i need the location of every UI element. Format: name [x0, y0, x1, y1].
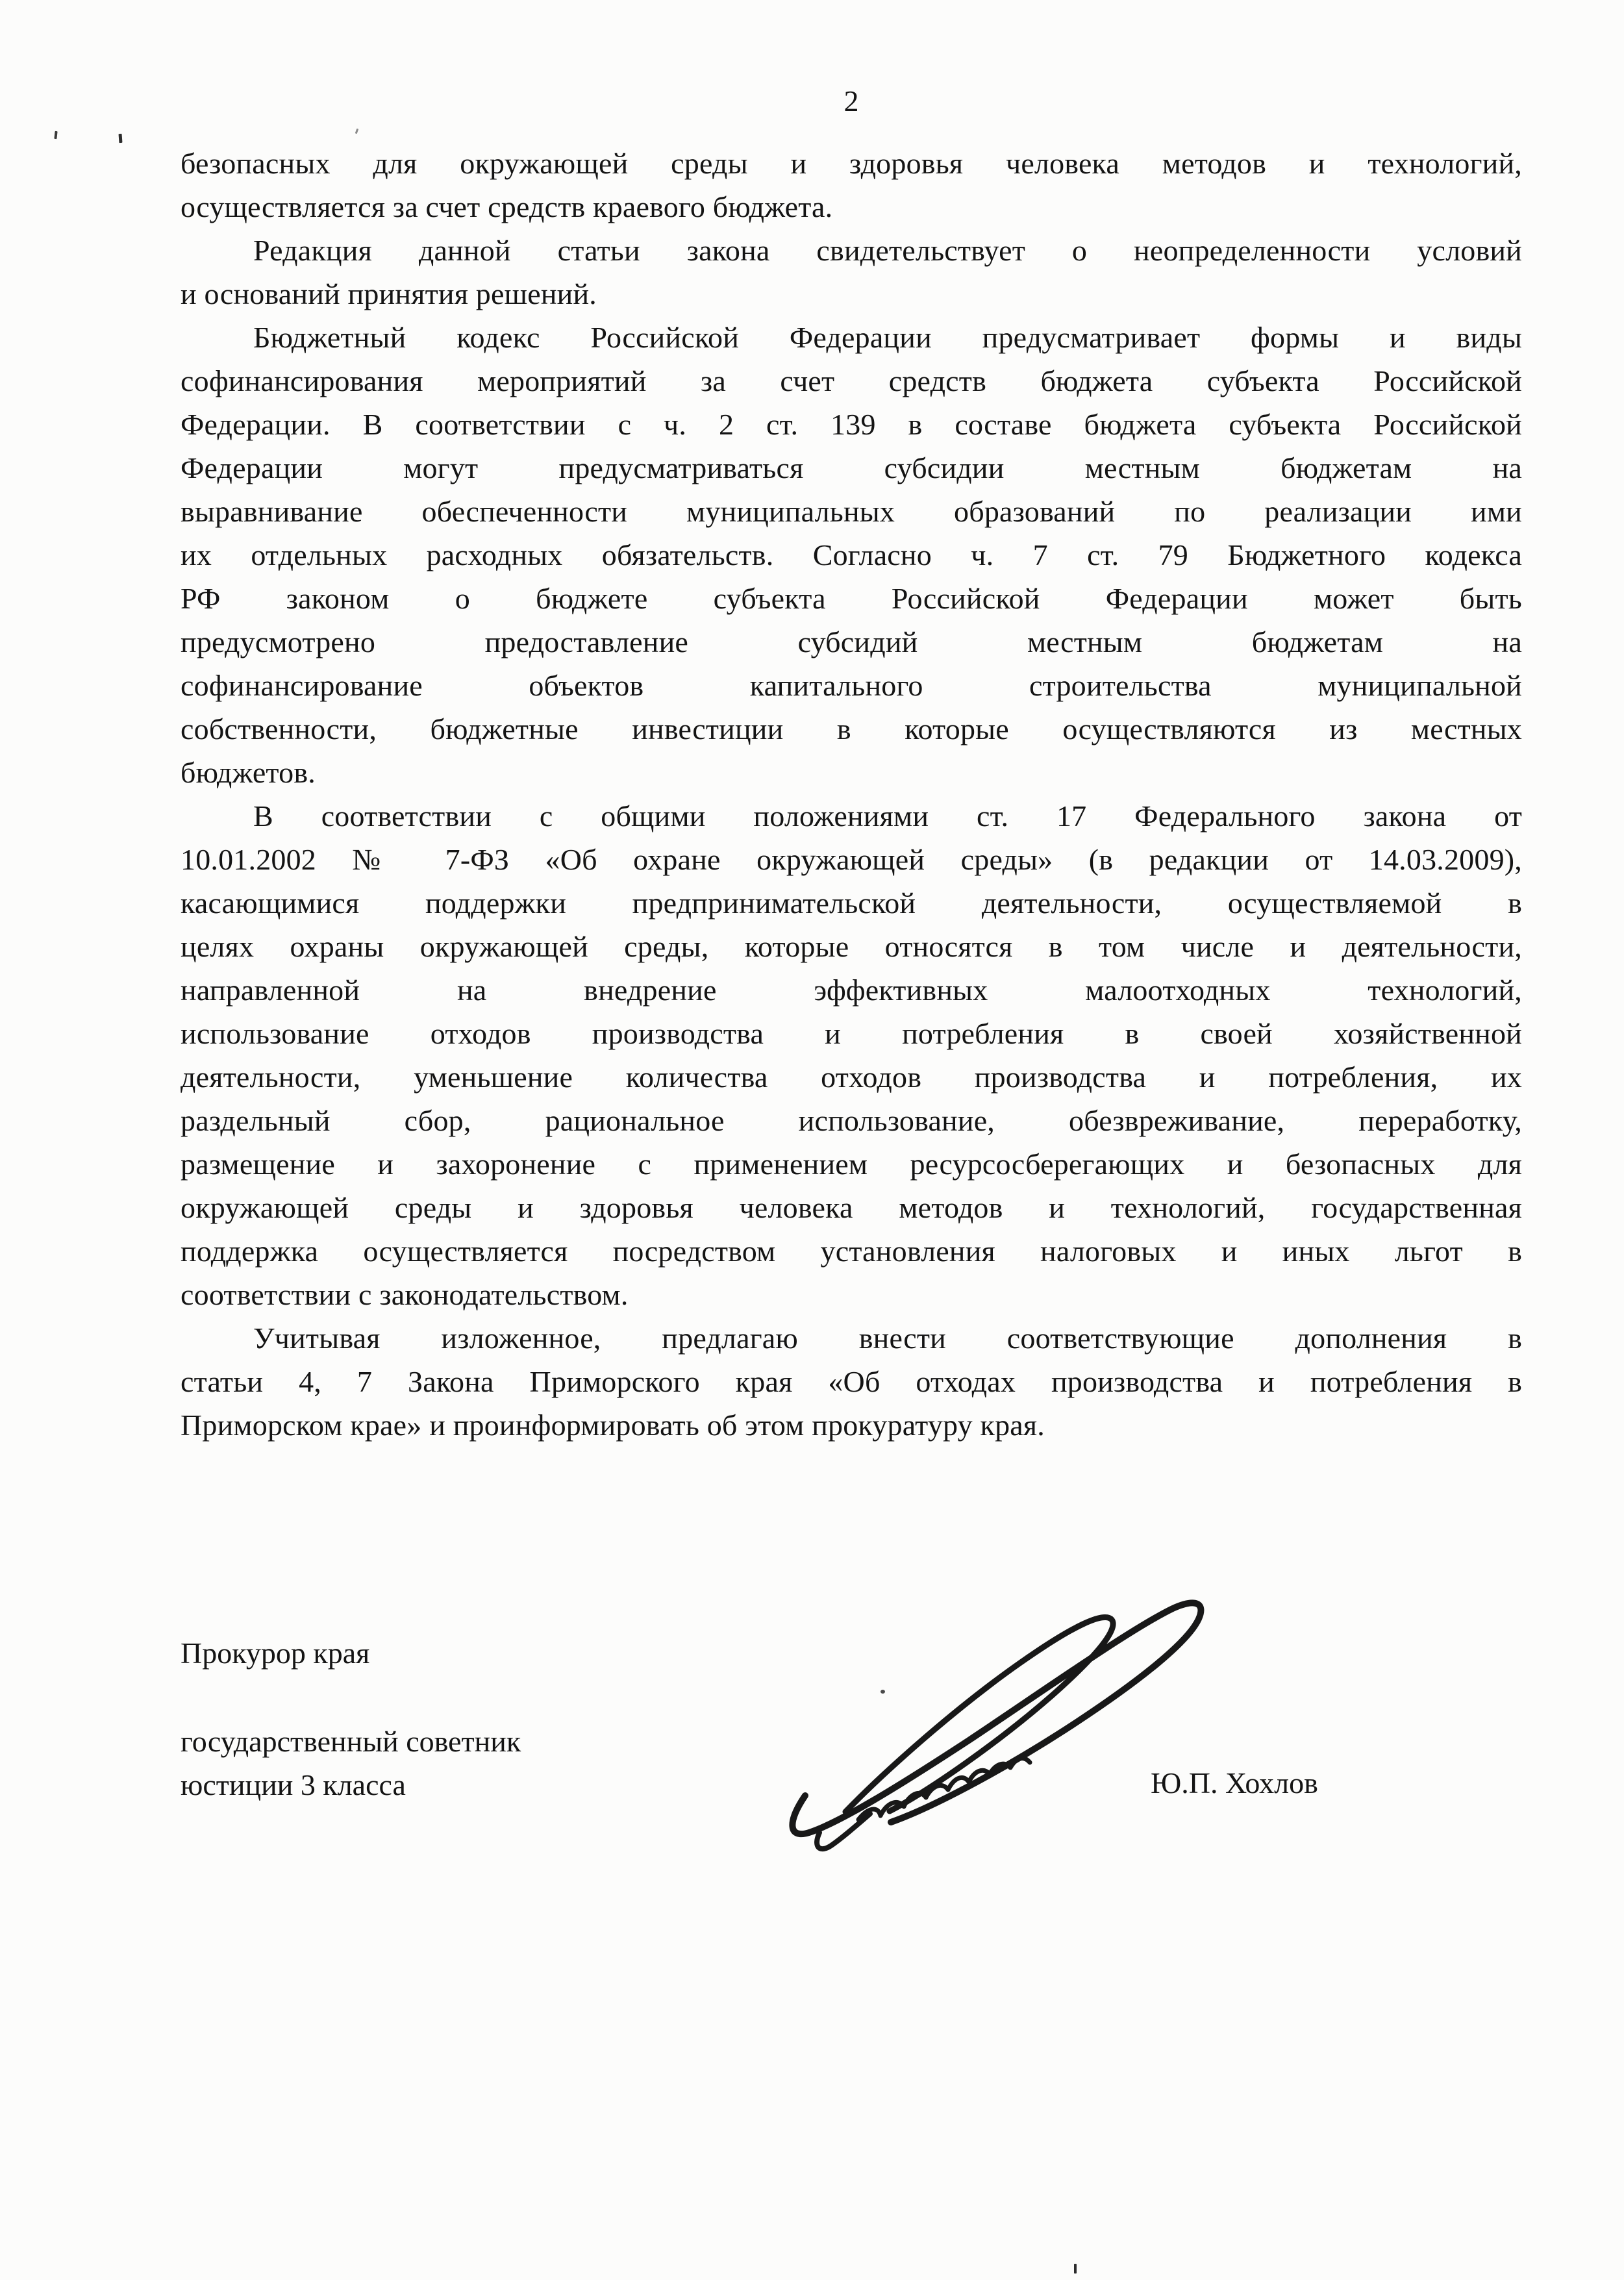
paragraph	[181, 316, 1522, 794]
text-line: бюджетов.	[181, 756, 316, 789]
scan-speck	[1074, 2264, 1077, 2274]
text-line: Федерации. В соответствии с ч. 2 ст. 139 в составе бюджета субъекта Российской	[181, 408, 1522, 441]
text-line: РФ законом о бюджете субъекта Российской Федерации может быть	[181, 582, 1522, 615]
text-line: деятельности, уменьшение количества отходов производства и потребления, их	[181, 1060, 1522, 1094]
text-line: осуществляется за счет средств краевого бюджета.	[181, 190, 833, 223]
paragraph	[181, 794, 1522, 1316]
signer-name: Ю.П. Хохлов	[1151, 1766, 1318, 1799]
text-line: поддержка осуществляется посредством установления налоговых и иных льгот в	[181, 1234, 1522, 1268]
text-line: Федерации могут предусматриваться субсидии местным бюджетам на	[181, 451, 1522, 484]
text-line: 10.01.2002 № 7-ФЗ «Об охране окружающей среды» (в редакции от 14.03.2009),	[181, 843, 1522, 876]
text-line: направленной на внедрение эффективных малоотходных технологий,	[181, 973, 1522, 1007]
text-line: собственности, бюджетные инвестиции в которые осуществляются из местных	[181, 712, 1522, 745]
scan-speck	[881, 1690, 885, 1694]
text-line: размещение и захоронение с применением ресурсосберегающих и безопасных для	[181, 1147, 1522, 1181]
paragraph	[181, 1316, 1522, 1447]
text-line: В соответствии с общими положениями ст. 17 Федерального закона от	[253, 799, 1522, 833]
document-body	[181, 142, 1522, 1447]
text-line: Бюджетный кодекс Российской Федерации предусматривает формы и виды	[253, 321, 1522, 354]
text-line: софинансирования мероприятий за счет средств бюджета субъекта Российской	[181, 364, 1522, 397]
text-line: Учитывая изложенное, предлагаю внести соответствующие дополнения в	[253, 1322, 1522, 1355]
text-line: статьи 4, 7 Закона Приморского края «Об отходах производства и потребления в	[181, 1365, 1522, 1398]
signer-position-title: Прокурор края	[181, 1636, 370, 1670]
scan-speck	[355, 129, 359, 134]
text-line: предусмотрено предоставление субсидий местным бюджетам на	[181, 625, 1522, 658]
text-line: и оснований принятия решений.	[181, 277, 597, 310]
text-line: выравнивание обеспеченности муниципальных образований по реализации ими	[181, 495, 1522, 528]
text-line: Приморском крае» и проинформировать об этом прокуратуру края.	[181, 1409, 1045, 1442]
text-line: использование отходов производства и потребления в своей хозяйственной	[181, 1017, 1522, 1050]
scan-speck	[54, 131, 57, 139]
page-number: 2	[843, 84, 859, 118]
text-line: безопасных для окружающей среды и здоровья человека методов и технологий,	[181, 147, 1522, 180]
text-line: окружающей среды и здоровья человека методов и технологий, государственная	[181, 1191, 1522, 1224]
paragraph	[181, 142, 1522, 229]
signer-rank-line-1: государственный советник	[181, 1725, 521, 1758]
paragraph	[181, 229, 1522, 316]
text-line: раздельный сбор, рациональное использование, обезвреживание, переработку,	[181, 1104, 1522, 1137]
text-line: целях охраны окружающей среды, которые относятся в том числе и деятельности,	[181, 930, 1522, 963]
signer-rank-line-2: юстиции 3 класса	[181, 1768, 406, 1801]
handwritten-signature	[747, 1559, 1266, 1883]
text-line: соответствии с законодательством.	[181, 1278, 629, 1311]
text-line: Редакция данной статьи закона свидетельствует о неопределенности условий	[253, 234, 1522, 267]
text-line: касающимися поддержки предпринимательской деятельности, осуществляемой в	[181, 886, 1522, 920]
text-line: софинансирование объектов капитального строительства муниципальной	[181, 669, 1522, 702]
scan-speck	[119, 134, 123, 143]
text-line: их отдельных расходных обязательств. Согласно ч. 7 ст. 79 Бюджетного кодекса	[181, 538, 1522, 571]
